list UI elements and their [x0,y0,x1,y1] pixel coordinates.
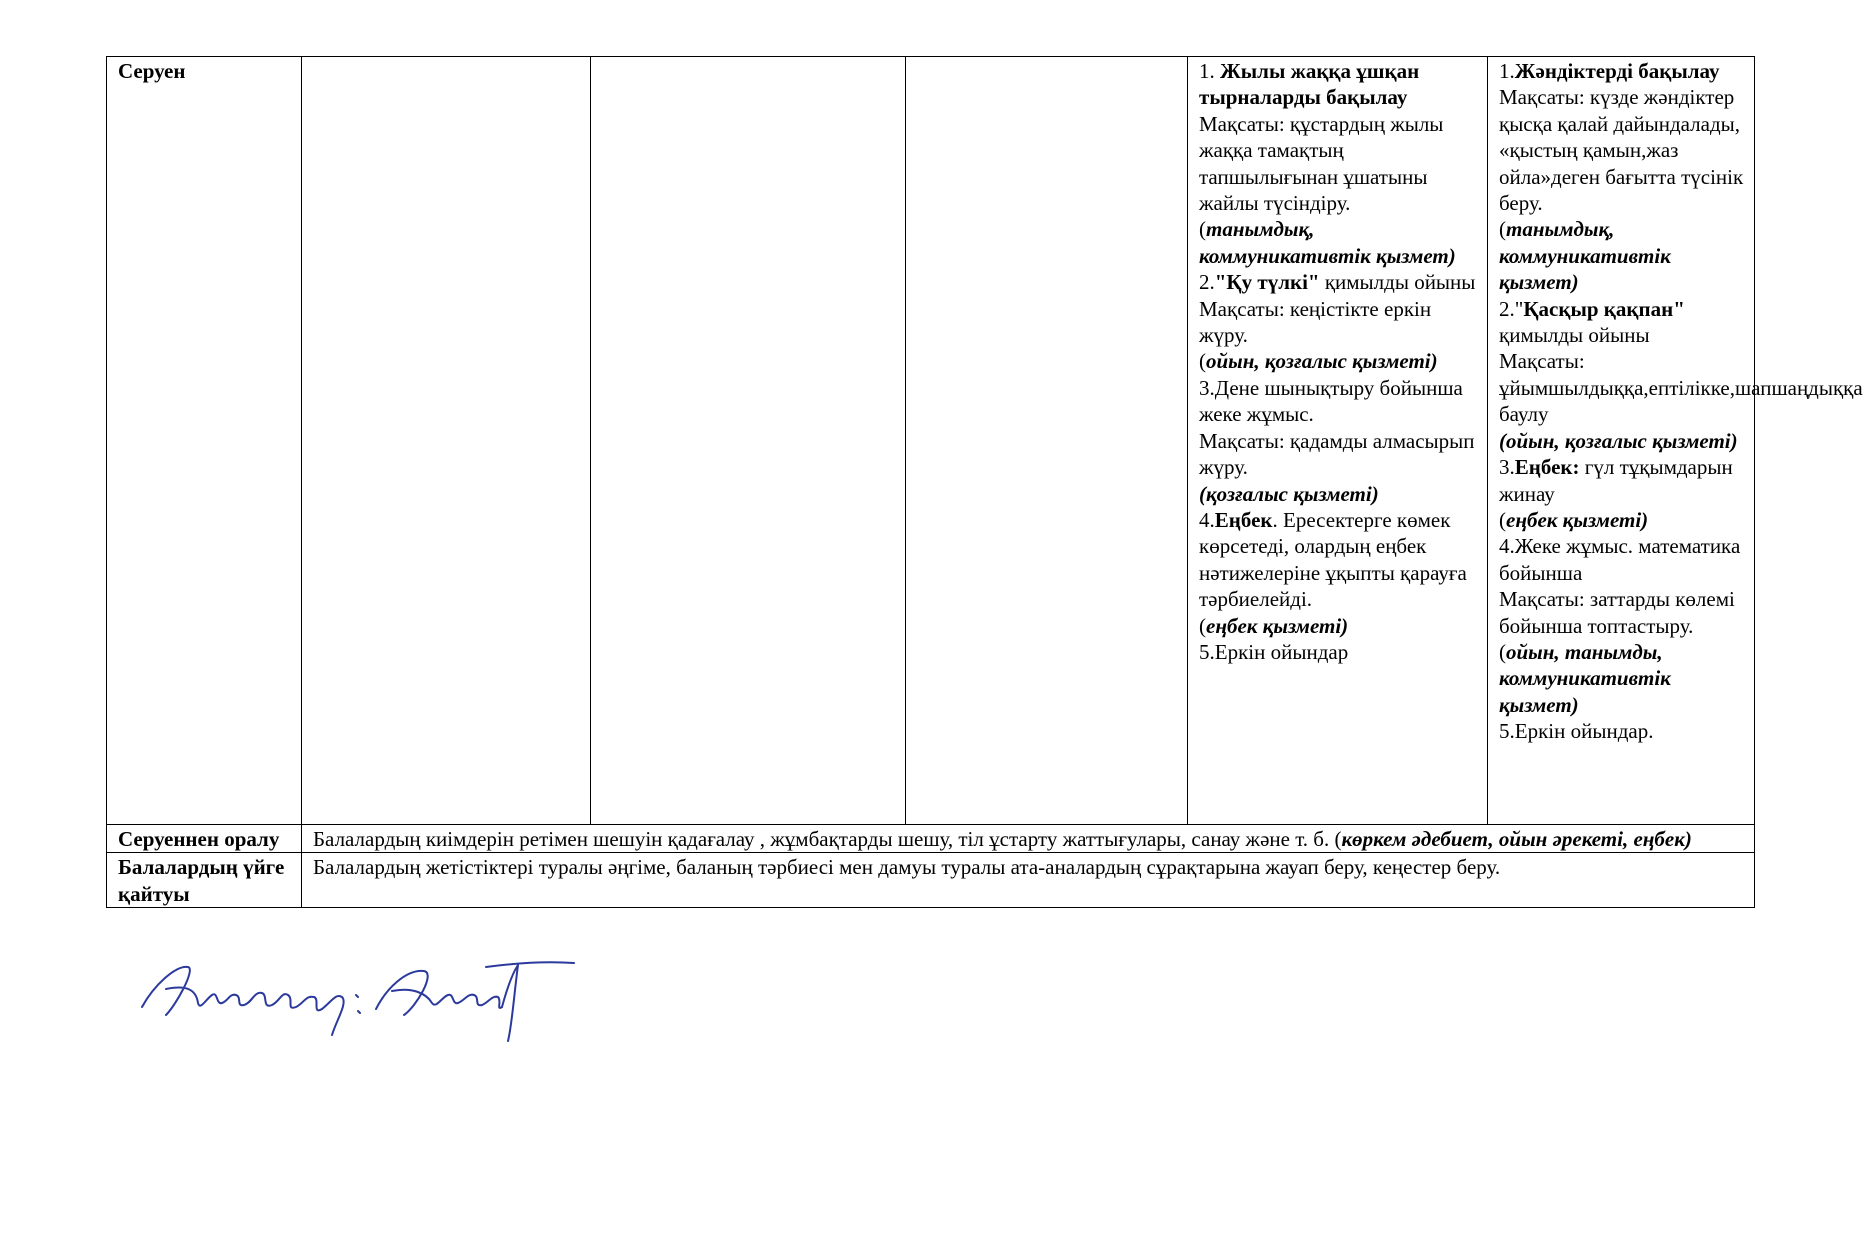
return-row [107,825,1755,853]
daily-plan-table [106,56,1863,908]
empty-cell-mon [302,57,591,825]
home-row [107,853,1755,908]
empty-cell-wed [906,57,1188,825]
return-text-cell: Балалардың киімдерін ретімен шешуін қадағалау , жұмбақтарды шешу, тіл ұстарту жаттығулары, санау және т. б. (көркем әдебиет, ойын әрекеті, еңбек) [302,825,1755,853]
home-label: Балалардың үйге қайтуы [107,853,302,908]
walk-row [107,57,1755,825]
handwritten-signature [136,945,576,1055]
return-label: Серуеннен оралу [107,825,302,853]
walk-friday-cell: 1.Жәндіктерді бақылау Мақсаты: күзде жәндіктер қысқа қалай дайындалады, «қыстың қамын,жаз ойла»деген бағытта түсінік беру. (танымдық, коммуникативтік қызмет) 2."Қасқыр қақпан" қимылды ойыны Мақсаты: ұйымшылдыққа,ептілікке,шапшаңдыққа баулу (ойын, қозғалыс қызметі) 3.Еңбек: гүл тұқымдарын жинау (еңбек қызметі) 4.Жеке жұмыс. математика бойынша Мақсаты: заттарды көлемі бойынша топтастыру. (ойын, танымды, коммуникативтік қызмет) 5.Еркін ойындар. [1488,57,1755,825]
empty-cell-tue [591,57,906,825]
walk-label: Серуен [107,57,302,825]
home-text-cell: Балалардың жетістіктері туралы әңгіме, баланың тәрбиесі мен дамуы туралы ата-аналардың сұрақтарына жауап беру, кеңестер беру. [302,853,1755,908]
walk-thursday-cell: 1. Жылы жаққа ұшқан тырналарды бақылау Мақсаты: құстардың жылы жаққа тамақтың тапшылығынан ұшатыны жайлы түсіндіру. (танымдық, коммуникативтік қызмет) 2."Қу түлкі" қимылды ойыны Мақсаты: кеңістікте еркін жүру. (ойын, қозғалыс қызметі) 3.Дене шынықтыру бойынша жеке жұмыс. Мақсаты: қадамды алмасырып жүру. (қозғалыс қызметі) 4.Еңбек. Ересектерге көмек көрсетеді, олардың еңбек нәтижелеріне ұқыпты қарауға тәрбиелейді. (еңбек қызметі) 5.Еркін ойындар [1188,57,1488,825]
